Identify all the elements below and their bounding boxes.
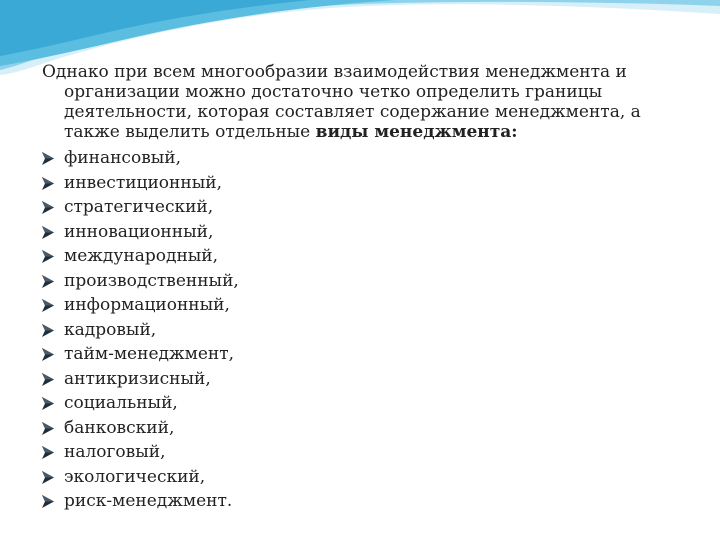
- list-item: [42, 391, 682, 416]
- arrowhead-bullet-icon: [42, 201, 54, 214]
- arrowhead-bullet-icon: [42, 446, 54, 459]
- list-item-label: финансовый,: [64, 148, 182, 168]
- arrowhead-bullet-icon: [42, 250, 54, 263]
- list-item: [42, 171, 682, 196]
- list-item: [42, 318, 682, 343]
- arrowhead-bullet-icon: [42, 471, 54, 484]
- list-item: [42, 367, 682, 392]
- list-item-label: инвестиционный,: [64, 172, 222, 193]
- list-item: [42, 195, 682, 220]
- arrowhead-bullet-icon: [42, 152, 54, 165]
- arrowhead-bullet-icon: [42, 177, 54, 190]
- intro-bold-text: виды менеджмента:: [315, 122, 518, 142]
- list-item: [42, 342, 682, 367]
- list-item: [42, 293, 682, 318]
- list-item-label: кадровый,: [64, 319, 157, 340]
- list-item-label: международный,: [64, 246, 219, 266]
- list-item: [42, 416, 682, 441]
- intro-paragraph: [42, 62, 682, 142]
- intro-text: Однако при всем многообразии взаимодействия менеджмента и организации можно достаточно четко определить границы деятельности, которая составляет содержание менеджмента, а также выделить отдельные: [42, 62, 641, 142]
- arrowhead-bullet-icon: [42, 299, 54, 312]
- arrowhead-bullet-icon: [42, 373, 54, 386]
- list-item-label: производственный,: [64, 270, 239, 291]
- list-item-label: банковский,: [64, 417, 175, 438]
- list-item-label: налоговый,: [64, 442, 166, 462]
- list-item-label: антикризисный,: [64, 368, 211, 389]
- list-item: [42, 440, 682, 465]
- list-item-label: социальный,: [64, 393, 178, 413]
- list-item: [42, 465, 682, 490]
- list-item-label: риск-менеджмент.: [64, 491, 233, 511]
- arrowhead-bullet-icon: [42, 422, 54, 435]
- list-item: [42, 489, 682, 514]
- list-item: [42, 244, 682, 269]
- list-item-label: стратегический,: [64, 197, 214, 217]
- list-item-label: экологический,: [64, 466, 206, 487]
- list-item: [42, 220, 682, 245]
- arrowhead-bullet-icon: [42, 226, 54, 239]
- list-item: [42, 146, 682, 171]
- arrowhead-bullet-icon: [42, 275, 54, 288]
- arrowhead-bullet-icon: [42, 397, 54, 410]
- list-item-label: тайм-менеджмент,: [64, 344, 235, 364]
- slide-content: [42, 62, 682, 514]
- arrowhead-bullet-icon: [42, 495, 54, 508]
- management-types-list: [42, 146, 682, 514]
- list-item-label: инновационный,: [64, 221, 214, 242]
- arrowhead-bullet-icon: [42, 324, 54, 337]
- arrowhead-bullet-icon: [42, 348, 54, 361]
- list-item: [42, 269, 682, 294]
- list-item-label: информационный,: [64, 295, 230, 315]
